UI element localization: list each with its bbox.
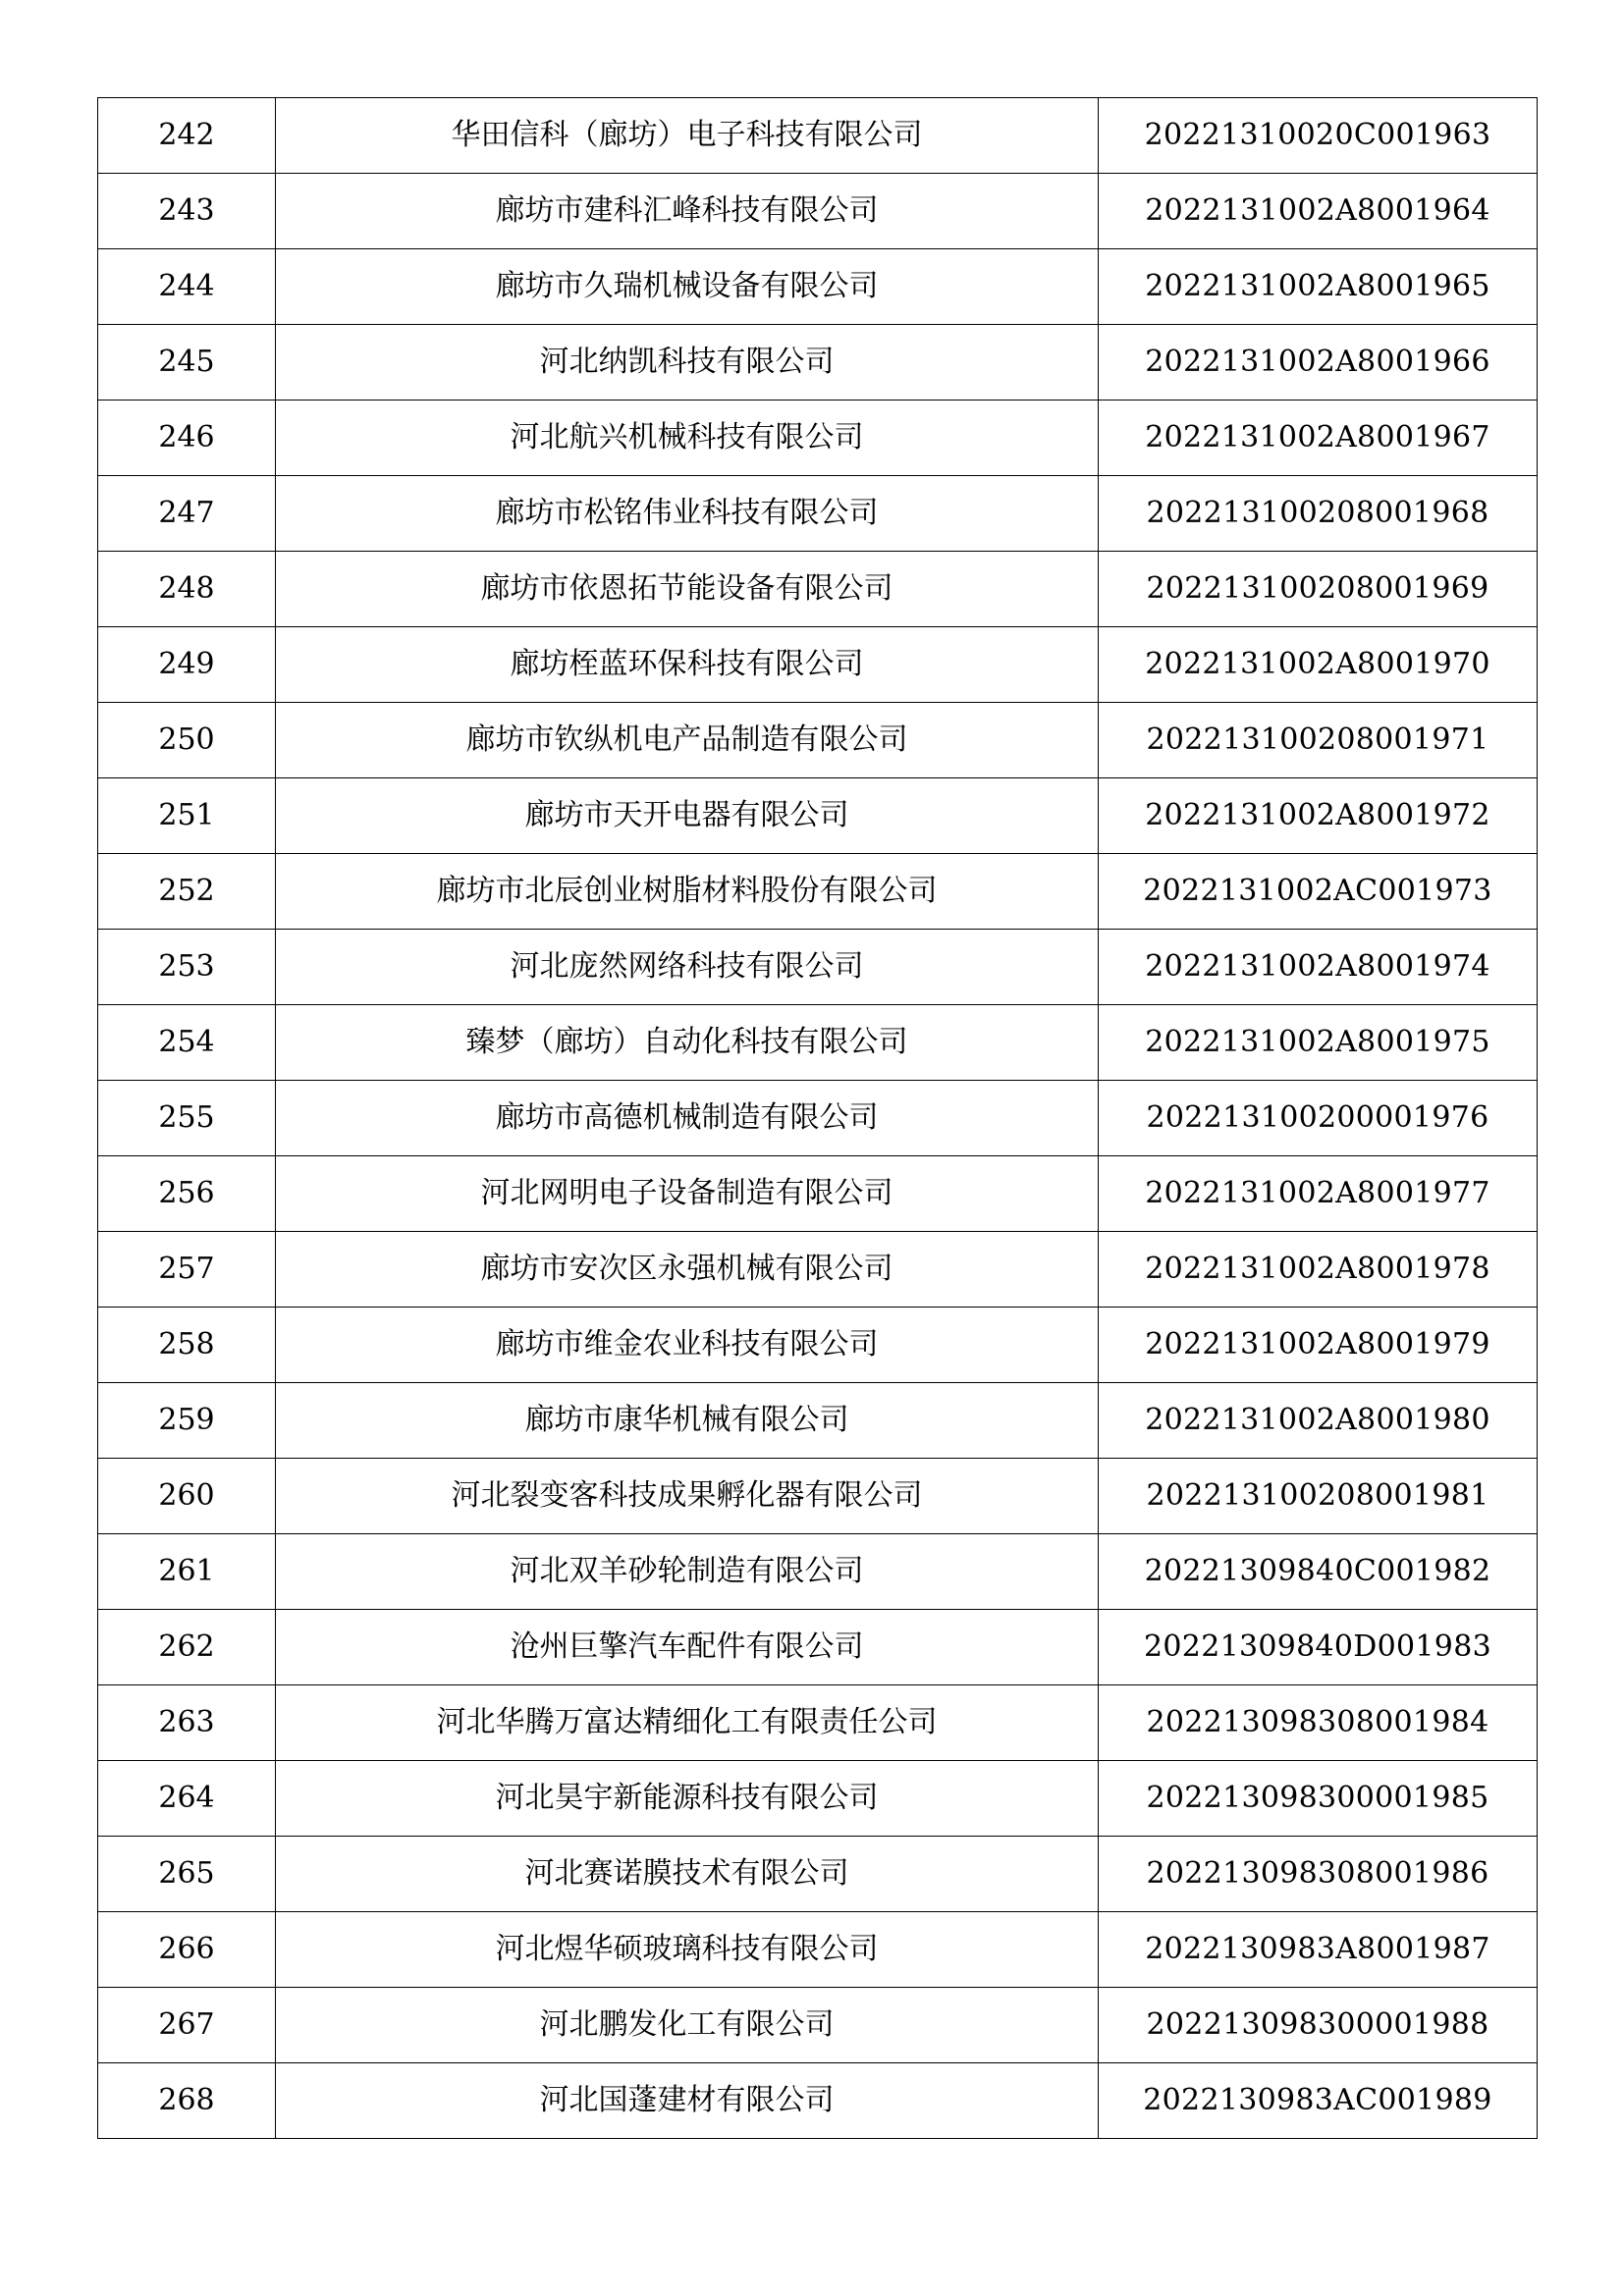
- registration-code-cell: 202213100200001976: [1099, 1081, 1538, 1156]
- row-number-cell: 246: [98, 400, 276, 476]
- company-name-cell: 河北国蓬建材有限公司: [276, 2063, 1099, 2139]
- table-row: [98, 1837, 1538, 1912]
- company-name-cell: 廊坊市松铭伟业科技有限公司: [276, 476, 1099, 552]
- row-number-cell: 254: [98, 1005, 276, 1081]
- company-list-table: [97, 97, 1538, 2139]
- table-row: [98, 1988, 1538, 2063]
- company-name-cell: 廊坊市依恩拓节能设备有限公司: [276, 552, 1099, 627]
- registration-code-cell: 2022131002A8001967: [1099, 400, 1538, 476]
- company-name-cell: 臻梦（廊坊）自动化科技有限公司: [276, 1005, 1099, 1081]
- company-name-cell: 廊坊市安次区永强机械有限公司: [276, 1232, 1099, 1308]
- registration-code-cell: 202213100208001971: [1099, 703, 1538, 778]
- company-name-cell: 廊坊市康华机械有限公司: [276, 1383, 1099, 1459]
- company-name-cell: 河北双羊砂轮制造有限公司: [276, 1534, 1099, 1610]
- company-name-cell: 廊坊市维金农业科技有限公司: [276, 1308, 1099, 1383]
- row-number-cell: 247: [98, 476, 276, 552]
- table-row: [98, 1610, 1538, 1685]
- company-name-cell: 河北纳凯科技有限公司: [276, 325, 1099, 400]
- registration-code-cell: 2022131002A8001979: [1099, 1308, 1538, 1383]
- company-name-cell: 河北裂变客科技成果孵化器有限公司: [276, 1459, 1099, 1534]
- registration-code-cell: 20221310020C001963: [1099, 98, 1538, 174]
- registration-code-cell: 2022131002A8001977: [1099, 1156, 1538, 1232]
- registration-code-cell: 2022131002A8001966: [1099, 325, 1538, 400]
- registration-code-cell: 2022131002A8001980: [1099, 1383, 1538, 1459]
- row-number-cell: 252: [98, 854, 276, 930]
- company-name-cell: 河北网明电子设备制造有限公司: [276, 1156, 1099, 1232]
- table-row: [98, 400, 1538, 476]
- table-row: [98, 1308, 1538, 1383]
- registration-code-cell: 20221310020800196​8: [1099, 476, 1538, 552]
- company-name-cell: 河北鹏发化工有限公司: [276, 1988, 1099, 2063]
- table-row: [98, 1156, 1538, 1232]
- company-name-cell: 廊坊市久瑞机械设备有限公司: [276, 249, 1099, 325]
- registration-code-cell: 202213098300001985: [1099, 1761, 1538, 1837]
- registration-code-cell: 20221309840C001982: [1099, 1534, 1538, 1610]
- company-name-cell: 廊坊市高德机械制造有限公司: [276, 1081, 1099, 1156]
- registration-code-cell: 202213100208001969: [1099, 552, 1538, 627]
- table-row: [98, 552, 1538, 627]
- company-name-cell: 廊坊市天开电器有限公司: [276, 778, 1099, 854]
- table-row: [98, 1005, 1538, 1081]
- row-number-cell: 253: [98, 930, 276, 1005]
- registration-code-cell: 202213098308001986: [1099, 1837, 1538, 1912]
- company-name-cell: 廊坊桎蓝环保科技有限公司: [276, 627, 1099, 703]
- registration-code-cell: 202213098300001988: [1099, 1988, 1538, 2063]
- registration-code-cell: 2022131002A8001975: [1099, 1005, 1538, 1081]
- table-row: [98, 249, 1538, 325]
- registration-code-cell: 202213098308001984: [1099, 1685, 1538, 1761]
- company-name-cell: 华田信科（廊坊）电子科技有限公司: [276, 98, 1099, 174]
- row-number-cell: 258: [98, 1308, 276, 1383]
- registration-code-cell: 2022130983AC001989: [1099, 2063, 1538, 2139]
- registration-code-cell: 2022130983A8001987: [1099, 1912, 1538, 1988]
- table-row: [98, 854, 1538, 930]
- row-number-cell: 265: [98, 1837, 276, 1912]
- table-row: [98, 1534, 1538, 1610]
- table-row: [98, 930, 1538, 1005]
- row-number-cell: 242: [98, 98, 276, 174]
- company-name-cell: 廊坊市钦纵机电产品制造有限公司: [276, 703, 1099, 778]
- table-row: [98, 325, 1538, 400]
- table-row: [98, 1912, 1538, 1988]
- company-name-cell: 河北昊宇新能源科技有限公司: [276, 1761, 1099, 1837]
- row-number-cell: 249: [98, 627, 276, 703]
- row-number-cell: 266: [98, 1912, 276, 1988]
- company-name-cell: 河北煜华硕玻璃科技有限公司: [276, 1912, 1099, 1988]
- row-number-cell: 243: [98, 174, 276, 249]
- row-number-cell: 248: [98, 552, 276, 627]
- row-number-cell: 256: [98, 1156, 276, 1232]
- table-row: [98, 778, 1538, 854]
- registration-code-cell: 202213100208001981: [1099, 1459, 1538, 1534]
- registration-code-cell: 2022131002A8001972: [1099, 778, 1538, 854]
- table-row: [98, 703, 1538, 778]
- table-body: [98, 98, 1538, 2139]
- registration-code-cell: 2022131002A8001964: [1099, 174, 1538, 249]
- row-number-cell: 260: [98, 1459, 276, 1534]
- registration-code-cell: 2022131002AC001973: [1099, 854, 1538, 930]
- row-number-cell: 268: [98, 2063, 276, 2139]
- table-row: [98, 476, 1538, 552]
- table-row: [98, 1761, 1538, 1837]
- row-number-cell: 261: [98, 1534, 276, 1610]
- row-number-cell: 255: [98, 1081, 276, 1156]
- registration-code-cell: 2022131002A8001970: [1099, 627, 1538, 703]
- company-name-cell: 河北华腾万富达精细化工有限责任公司: [276, 1685, 1099, 1761]
- company-name-cell: 河北赛诺膜技术有限公司: [276, 1837, 1099, 1912]
- row-number-cell: 251: [98, 778, 276, 854]
- row-number-cell: 262: [98, 1610, 276, 1685]
- company-name-cell: 河北庞然网络科技有限公司: [276, 930, 1099, 1005]
- row-number-cell: 263: [98, 1685, 276, 1761]
- table-row: [98, 627, 1538, 703]
- row-number-cell: 259: [98, 1383, 276, 1459]
- company-name-cell: 廊坊市建科汇峰科技有限公司: [276, 174, 1099, 249]
- registration-code-cell: 2022131002A8001974: [1099, 930, 1538, 1005]
- registration-code-cell: 2022131002A8001965: [1099, 249, 1538, 325]
- row-number-cell: 257: [98, 1232, 276, 1308]
- table-row: [98, 1081, 1538, 1156]
- table-row: [98, 1232, 1538, 1308]
- row-number-cell: 244: [98, 249, 276, 325]
- table-row: [98, 2063, 1538, 2139]
- row-number-cell: 267: [98, 1988, 276, 2063]
- company-name-cell: 河北航兴机械科技有限公司: [276, 400, 1099, 476]
- row-number-cell: 264: [98, 1761, 276, 1837]
- registration-code-cell: 2022131002A8001978: [1099, 1232, 1538, 1308]
- company-name-cell: 沧州巨擎汽车配件有限公司: [276, 1610, 1099, 1685]
- table-row: [98, 1383, 1538, 1459]
- row-number-cell: 245: [98, 325, 276, 400]
- table-row: [98, 1459, 1538, 1534]
- table-row: [98, 174, 1538, 249]
- company-name-cell: 廊坊市北辰创业树脂材料股份有限公司: [276, 854, 1099, 930]
- row-number-cell: 250: [98, 703, 276, 778]
- registration-code-cell: 20221309840D001983: [1099, 1610, 1538, 1685]
- table-row: [98, 98, 1538, 174]
- table-row: [98, 1685, 1538, 1761]
